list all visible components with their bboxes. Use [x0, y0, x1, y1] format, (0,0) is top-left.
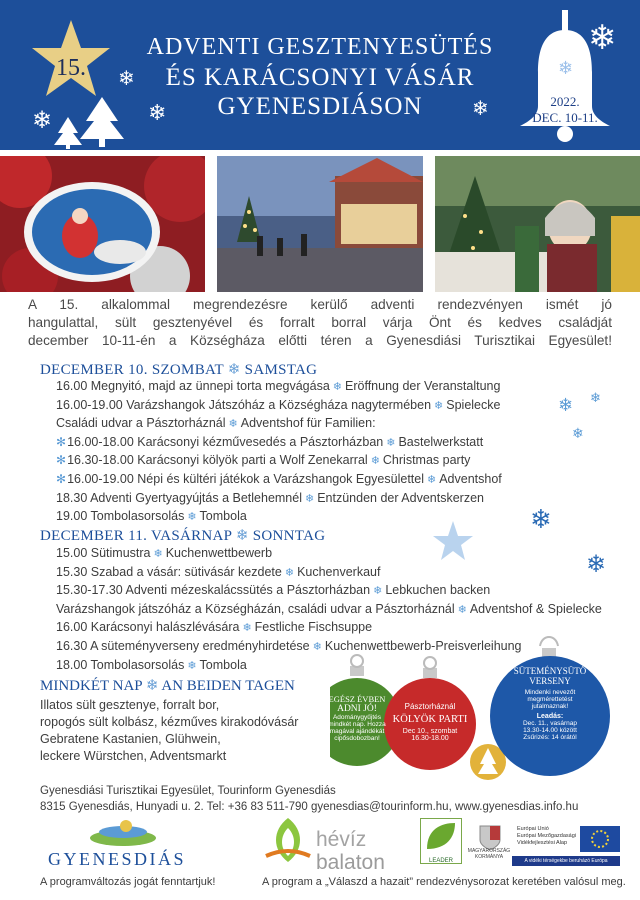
event-dates: DEC. 10-11.	[532, 110, 598, 125]
snowflake-icon: ❄	[558, 58, 574, 78]
ornament-line: EGÉSZ ÉVBEN	[328, 694, 386, 704]
ornament-line: Mindenki nevezőt	[524, 689, 576, 696]
government-label: MAGYARORSZÁG KORMÁNYA	[467, 848, 511, 860]
snowflake-icon: ❄	[312, 640, 322, 653]
ornament-line: KÖLYÖK PARTI	[392, 714, 468, 725]
snowflake-icon: ❄	[284, 566, 295, 579]
title-line-3: GYENESDIÁSON	[217, 93, 423, 120]
edition-number: 15.	[56, 55, 86, 81]
schedule-row	[56, 545, 616, 564]
ornament-line: jutalmaznak!	[531, 703, 569, 710]
snowflake-icon: ❄	[530, 504, 552, 534]
schedule-row	[56, 564, 616, 583]
leader-logo	[420, 818, 462, 864]
snowflake-icon: ❄	[153, 548, 163, 560]
row-text-hu: 18.30 Adventi Gyertyagyújtás a Betlehemnél	[56, 490, 302, 505]
ornament-line: Zsűrizés: 14 órától	[523, 734, 577, 741]
snowflake-icon: ✻	[56, 471, 67, 486]
schedule-row	[56, 471, 616, 490]
schedule-row	[56, 601, 616, 620]
row-text-hu: 16.00 Megnyitó, majd az ünnepi torta megvágása	[56, 379, 330, 393]
ornament-line: Dec. 11., vasárnap	[522, 720, 578, 727]
ornament-red-text	[390, 702, 470, 742]
row-text-de: Festliche Fischsuppe	[254, 620, 373, 635]
organizer-name: Gyenesdiási Turisztikai Egyesület, Tourinform Gyenesdiás	[40, 785, 336, 797]
both-days-heading-de: AN BEIDEN TAGEN	[161, 678, 295, 694]
leader-label: LEADER	[428, 858, 453, 864]
ornament-line: Dec 10., szombat	[402, 728, 458, 735]
ornament-line: VERSENY	[529, 676, 571, 686]
schedule-row	[56, 415, 616, 434]
snowflake-icon: ❄	[472, 98, 489, 120]
ornament-line: magával ajándékát	[329, 728, 385, 735]
day2-heading-de: SONNTAG	[252, 528, 326, 544]
intro-paragraph	[28, 296, 612, 350]
snowflake-icon: ❄	[187, 659, 197, 672]
snowflake-icon: ❄	[370, 455, 380, 468]
schedule-row	[56, 397, 616, 416]
row-text-hu: 16.00-18.00 Karácsonyi kézművesedés a Pásztorházban	[67, 434, 384, 449]
row-text-de: Eröffnung der Veranstaltung	[345, 379, 501, 393]
ornament-line: Adománygyűjtés	[332, 714, 382, 721]
snowflake-icon: ❄	[373, 585, 383, 598]
schedule-row	[56, 452, 616, 471]
intro-line: A 15. alkalommal megrendezésre kerülő adventi rendezvényen ismét jó	[28, 297, 612, 312]
row-text-de: Kuchenwettbewerb	[165, 546, 273, 560]
snowflake-icon: ❄	[434, 399, 444, 412]
row-text-hu: 16.30-18.00 Karácsonyi kölyök parti a Wolf Zenekarral	[67, 453, 368, 468]
event-year: 2022.	[550, 94, 580, 109]
title-line-1: ADVENTI GESZTENYESÜTÉS	[146, 34, 494, 60]
snowflake-icon: ❄	[588, 19, 617, 57]
both-days-heading-hu: MINDKÉT NAP	[40, 678, 143, 694]
row-text-hu: 16.30 A süteményverseny eredményhirdetése	[56, 638, 310, 653]
row-text-hu: Varázshangok játszóház a Községházán, családi udvar a Pásztorháznál	[56, 601, 455, 616]
row-text-hu: Családi udvar a Pásztorháznál	[56, 416, 226, 431]
header-banner	[0, 0, 640, 150]
row-text-hu: 15.00 Sütimustra	[56, 546, 151, 560]
snowflake-icon: ❄	[235, 528, 249, 544]
list-item: Gebratene Kastanien, Glühwein,	[40, 732, 221, 746]
row-text-de: Kuchenverkauf	[297, 564, 381, 579]
row-text-de: Adventshof & Spielecke	[469, 601, 602, 616]
eu-text-line: Európai Mezőgazdasági	[517, 833, 577, 839]
title-line-2: ÉS KARÁCSONYI VÁSÁR	[165, 64, 475, 91]
snowflake-icon: ❄	[242, 622, 252, 635]
balaton-wordmark: balaton	[316, 851, 385, 874]
row-text-de: Entzünden der Adventskerzen	[317, 490, 484, 505]
heviz-balaton-logo	[262, 816, 314, 866]
leaf-icon	[421, 819, 461, 853]
row-text-hu: 15.30-17.30 Adventi mézeskalácssütés a Pásztorházban	[56, 583, 371, 598]
row-text-hu: 16.00-19.00 Népi és kültéri játékok a Varázshangok Egyesülettel	[67, 471, 424, 486]
snowflake-icon: ❄	[332, 381, 342, 393]
snowflake-icon: ❄	[145, 678, 159, 694]
program-series-note: A program a „Válaszd a hazait” rendezvénysorozat keretében valósul meg.	[262, 876, 626, 888]
row-text-hu: 16.00-19.00 Varázshangok Játszóház a Községháza nagytermében	[56, 397, 432, 412]
snowflake-icon: ❄	[187, 511, 197, 524]
ornament-line: mindkét nap. Hozza	[328, 721, 386, 728]
day2-heading	[40, 526, 325, 545]
ornament-blue-text	[508, 666, 592, 741]
schedule-row	[56, 582, 616, 601]
snowflake-icon: ❄	[148, 100, 167, 125]
day2-heading-hu: DECEMBER 11. VASÁRNAP	[40, 528, 232, 544]
snowflake-icon: ❄	[118, 68, 135, 90]
row-text-de: Tombola	[199, 657, 247, 672]
photo-mulled-wine	[435, 156, 640, 292]
row-text-de: Spielecke	[446, 397, 501, 412]
row-text-de: Tombola	[199, 509, 247, 524]
both-days-heading	[40, 676, 295, 695]
snowflake-icon: ❄	[558, 395, 574, 415]
photo-ornaments	[0, 156, 205, 292]
row-text-hu: 16.00 Karácsonyi halászlévására	[56, 620, 240, 635]
snowflake-icon: ❄	[427, 473, 437, 486]
ornament-green-text	[320, 694, 394, 742]
ornament-line: ADNI JÓ!	[337, 704, 377, 714]
intro-line: hangulattal, sült gesztenyével és forralt borral várja Önt és kedves családját	[28, 315, 612, 330]
snowflake-icon: ❄	[227, 362, 241, 378]
ornament-line: Leadás:	[536, 713, 564, 720]
snowflake-icon: ❄	[304, 492, 315, 505]
row-text-de: Adventshof für Familien:	[240, 416, 376, 431]
row-text-de: Christmas party	[382, 453, 471, 468]
ornament-group	[330, 636, 630, 792]
day1-heading	[40, 360, 317, 379]
photo-market-square	[217, 156, 423, 292]
list-item: leckere Würstchen, Adventsmarkt	[40, 749, 227, 763]
snowflake-icon: ❄	[572, 425, 584, 441]
row-text-de: Lebkuchen backen	[385, 583, 491, 598]
snowflake-icon: ❄	[32, 107, 53, 134]
row-text-hu: 18.00 Tombolasorsolás	[56, 657, 185, 672]
heviz-wordmark: hévíz	[316, 828, 367, 851]
ornament-line: cipősdobozban!	[334, 735, 380, 742]
schedule-row	[56, 434, 616, 453]
row-text-de: Bastelwerkstatt	[398, 434, 484, 449]
list-item: Illatos sült gesztenye, forralt bor,	[40, 698, 220, 712]
eu-text-line: Vidékfejlesztési Alap	[517, 840, 568, 846]
gyenesdias-logo	[88, 818, 158, 848]
snowflake-icon: ❄	[590, 390, 601, 405]
row-text-de: Adventshof	[439, 471, 502, 486]
list-item: ropogós sült kolbász, kézműves kirakodóvásár	[40, 715, 299, 729]
eu-bar: A vidéki térségekbe beruházó Európa	[512, 856, 620, 866]
ornament-line: megmérettetést	[527, 696, 573, 703]
ornament-line: 16.30-18.00	[411, 735, 449, 742]
intro-line: december 10-11-én a Községháza előtti téren a Gyenesdiási Turisztikai Egyesület!	[28, 333, 612, 348]
ornament-line: Pásztorháznál	[404, 702, 456, 711]
ornament-line: SÜTEMÉNYSÜTŐ	[513, 666, 587, 676]
contact-details: 8315 Gyenesdiás, Hunyadi u. 2. Tel: +36 83 511-790 gyenesdias@tourinform.hu, www.gyenesdias.info.hu	[40, 801, 579, 813]
gyenesdias-wordmark: GYENESDIÁS	[48, 849, 187, 869]
day1-heading-de: SAMSTAG	[244, 362, 318, 378]
ornament-line: 13.30-14.00 között	[523, 727, 577, 734]
day1-heading-hu: DECEMBER 10. SZOMBAT	[40, 362, 224, 378]
snowflake-icon: ❄	[586, 551, 607, 578]
row-text-de: Kuchenwettbewerb-Preisverleihung	[324, 638, 522, 653]
snowflake-icon: ✻	[56, 453, 67, 468]
disclaimer-note: A programváltozás jogát fenntartjuk!	[40, 876, 216, 888]
snowflake-icon: ❄	[228, 418, 238, 431]
both-days-list	[40, 697, 330, 765]
row-text-hu: 15.30 Szabad a vásár: sütivásár kezdete	[56, 564, 282, 579]
snowflake-icon: ❄	[386, 436, 396, 449]
eu-text-line: Európai Unió	[517, 826, 549, 832]
footer-contact	[40, 783, 620, 815]
row-text-hu: 19.00 Tombolasorsolás	[56, 509, 185, 524]
schedule-row	[56, 378, 616, 397]
snowflake-icon: ❄	[457, 603, 467, 616]
snowflake-icon: ✻	[56, 434, 67, 449]
eu-flag-icon	[580, 826, 620, 852]
